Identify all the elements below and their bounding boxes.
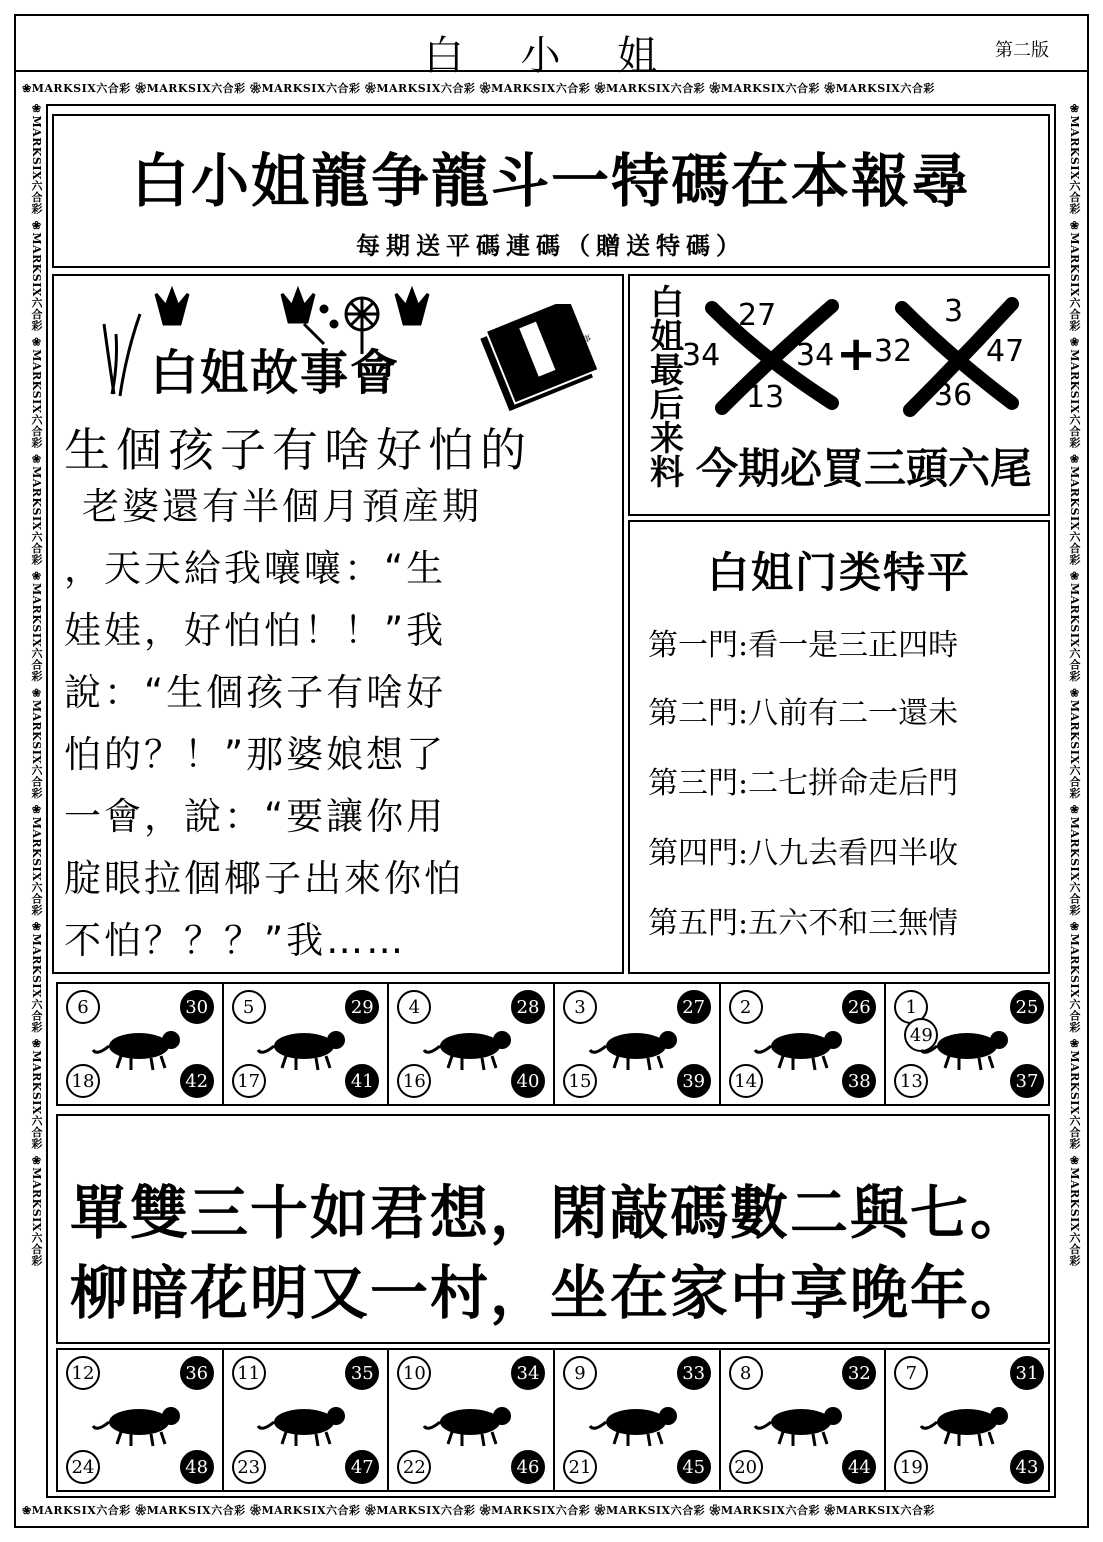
- zodiac-number: 29: [345, 990, 379, 1024]
- story-line: 說：“生個孩子有啥好: [64, 671, 447, 714]
- book-label: 白姐故事: [559, 333, 593, 354]
- zodiac-number: 5: [232, 990, 266, 1024]
- zodiac-cell-rat: [58, 984, 224, 1104]
- zodiac-number: 34: [511, 1356, 545, 1390]
- door-heading: 白姐门类特平: [706, 548, 971, 597]
- ox-icon: [256, 1016, 356, 1072]
- marksix-band-right: ❀MARKSIX六合彩 ❀MARKSIX六合彩 ❀MARKSIX六合彩 ❀MARKSIX六合彩 ❀MARKSIX六合彩 ❀MARKSIX六合彩 ❀MARKSIX六合彩 ❀MARKSIX六合彩 ❀MARKSIX六合彩 ❀MARKSIX六合彩: [1068, 102, 1081, 1267]
- zodiac-cell-dragon: [721, 984, 887, 1104]
- door-text: :看一是三正四時: [738, 628, 959, 663]
- zodiac-number: 39: [677, 1064, 711, 1098]
- zodiac-number: 9: [563, 1356, 597, 1390]
- zodiac-cell-rabbit: [555, 984, 721, 1104]
- door-row: [648, 898, 1048, 942]
- zodiac-number: 4: [397, 990, 431, 1024]
- dog-icon: [753, 1392, 853, 1448]
- headline-box: [52, 114, 1050, 268]
- story-title: 生個孩子有啥好怕的: [64, 423, 532, 477]
- zodiac-number: 1: [894, 990, 928, 1024]
- story-line: 娃娃，好怕怕！！”我: [64, 609, 447, 652]
- zodiac-number: 7: [894, 1356, 928, 1390]
- door-label: 第三門: [648, 766, 738, 801]
- zodiac-number: 11: [232, 1356, 266, 1390]
- door-row: [648, 688, 1048, 732]
- book-icon: [472, 304, 602, 414]
- buy-tip: 今期必買三頭六尾: [696, 444, 1033, 493]
- zodiac-number: 24: [66, 1450, 100, 1484]
- zodiac-number: 14: [729, 1064, 763, 1098]
- zodiac-number: 37: [1010, 1064, 1044, 1098]
- zodiac-number: 42: [180, 1064, 214, 1098]
- zodiac-row-top: [56, 982, 1050, 1106]
- latest-label: 白姐最后来料: [650, 283, 684, 493]
- zodiac-cell-ox: [224, 984, 390, 1104]
- zodiac-number: 43: [1010, 1450, 1044, 1484]
- tiger-icon: [422, 1016, 522, 1072]
- story-line: ，天天給我嚷嚷：“生: [64, 547, 447, 590]
- zodiac-cell-dog: [721, 1350, 887, 1490]
- door-text: :五六不和三無情: [738, 906, 959, 941]
- zodiac-cell-horse: [58, 1350, 224, 1490]
- door-label: 第五門: [648, 906, 738, 941]
- zodiac-number: 6: [66, 990, 100, 1024]
- door-text: :二七拼命走后門: [738, 766, 959, 801]
- door-label: 第一門: [648, 628, 738, 663]
- zodiac-cell-snake: [886, 984, 1052, 1104]
- zodiac-number: 36: [180, 1356, 214, 1390]
- zodiac-number: 46: [511, 1450, 545, 1484]
- zodiac-cell-monkey: [389, 1350, 555, 1490]
- zodiac-number: 23: [232, 1450, 266, 1484]
- headline: 白小姐龍争龍斗一特碼在本報尋: [130, 147, 971, 215]
- zodiac-number: 40: [511, 1064, 545, 1098]
- poem-line-1: 單雙三十如君想，閑敲碼數二與七。: [70, 1179, 1031, 1247]
- marksix-band-bottom: ❀MARKSIX六合彩 ❀MARKSIX六合彩 ❀MARKSIX六合彩 ❀MARKSIX六合彩 ❀MARKSIX六合彩 ❀MARKSIX六合彩 ❀MARKSIX六合彩 ❀MARKSIX六合彩: [22, 1504, 935, 1517]
- story-line: 腚眼拉個椰子出來你怕: [64, 857, 464, 900]
- marksix-band-top: ❀MARKSIX六合彩 ❀MARKSIX六合彩 ❀MARKSIX六合彩 ❀MARKSIX六合彩 ❀MARKSIX六合彩 ❀MARKSIX六合彩 ❀MARKSIX六合彩 ❀MARKSIX六合彩: [22, 82, 935, 95]
- zodiac-number: 45: [677, 1450, 711, 1484]
- cross-left-right: 34: [796, 338, 835, 373]
- zodiac-number: 21: [563, 1450, 597, 1484]
- zodiac-number: 28: [511, 990, 545, 1024]
- zodiac-row-bottom: [56, 1348, 1050, 1492]
- story-line: 怕的？！”那婆娘想了: [64, 733, 447, 776]
- door-box: [628, 520, 1050, 974]
- edition-label: 第二版: [995, 40, 1049, 61]
- horse-icon: [91, 1392, 191, 1448]
- story-heading: 白姐故事會: [150, 345, 401, 401]
- cross-right-top: 3: [944, 294, 964, 329]
- door-text: :八九去看四半收: [738, 836, 959, 871]
- door-label: 第四門: [648, 836, 738, 871]
- marksix-band-left: ❀MARKSIX六合彩 ❀MARKSIX六合彩 ❀MARKSIX六合彩 ❀MARKSIX六合彩 ❀MARKSIX六合彩 ❀MARKSIX六合彩 ❀MARKSIX六合彩 ❀MARKSIX六合彩 ❀MARKSIX六合彩 ❀MARKSIX六合彩: [30, 102, 43, 1267]
- zodiac-number: 38: [842, 1064, 876, 1098]
- zodiac-number: 27: [677, 990, 711, 1024]
- zodiac-number: 33: [677, 1356, 711, 1390]
- poem-box: [56, 1114, 1050, 1344]
- zodiac-number: 26: [842, 990, 876, 1024]
- zodiac-number: 2: [729, 990, 763, 1024]
- cross-left-left: 34: [682, 338, 721, 373]
- story-line: 不怕？？？”我……: [64, 919, 407, 962]
- dragon-icon: [753, 1016, 853, 1072]
- zodiac-number: 30: [180, 990, 214, 1024]
- zodiac-number: 19: [894, 1450, 928, 1484]
- zodiac-number: 44: [842, 1450, 876, 1484]
- zodiac-number: 25: [1010, 990, 1044, 1024]
- pig-icon: [919, 1392, 1019, 1448]
- story-line: 一會，說：“要讓你用: [64, 795, 447, 838]
- zodiac-number: 8: [729, 1356, 763, 1390]
- plus-sign: +: [836, 326, 877, 382]
- story-body: [64, 476, 616, 972]
- zodiac-number: 17: [232, 1064, 266, 1098]
- cross-left-top: 27: [738, 298, 777, 333]
- door-text: :八前有二一還未: [738, 696, 959, 731]
- zodiac-number: 18: [66, 1064, 100, 1098]
- cross-right-bottom: 36: [934, 378, 973, 413]
- poem-line-2: 柳暗花明又一村，坐在家中享晚年。: [70, 1259, 1031, 1327]
- cross-left-bottom: 13: [746, 380, 785, 415]
- monkey-icon: [422, 1392, 522, 1448]
- latest-box: [628, 274, 1050, 516]
- rabbit-icon: [588, 1016, 688, 1072]
- zodiac-number: 32: [842, 1356, 876, 1390]
- story-box: [52, 274, 624, 974]
- page-title: 白 小 姐: [423, 33, 680, 79]
- zodiac-number: 3: [563, 990, 597, 1024]
- door-label: 第二門: [648, 696, 738, 731]
- subheadline: 每期送平碼連碼（贈送特碼）: [356, 232, 746, 260]
- zodiac-cell-goat: [224, 1350, 390, 1490]
- cross-right-right: 47: [986, 334, 1025, 369]
- zodiac-number: 16: [397, 1064, 431, 1098]
- zodiac-number: 31: [1010, 1356, 1044, 1390]
- zodiac-number-extra: 49: [904, 1018, 938, 1052]
- page-header: [16, 16, 1087, 79]
- zodiac-number: 12: [66, 1356, 100, 1390]
- rat-icon: [91, 1016, 191, 1072]
- zodiac-number: 10: [397, 1356, 431, 1390]
- story-line: 老婆還有半個月預産期: [82, 485, 482, 528]
- door-row: [648, 620, 1048, 664]
- door-row: [648, 828, 1048, 872]
- door-row: [648, 758, 1048, 802]
- zodiac-cell-pig: [886, 1350, 1052, 1490]
- zodiac-number: 20: [729, 1450, 763, 1484]
- zodiac-number: 41: [345, 1064, 379, 1098]
- zodiac-number: 35: [345, 1356, 379, 1390]
- snake-icon: [919, 1016, 1019, 1072]
- zodiac-number: 47: [345, 1450, 379, 1484]
- zodiac-number: 22: [397, 1450, 431, 1484]
- cross-right-left: 32: [874, 334, 913, 369]
- zodiac-number: 15: [563, 1064, 597, 1098]
- zodiac-cell-rooster: [555, 1350, 721, 1490]
- goat-icon: [256, 1392, 356, 1448]
- zodiac-number: 48: [180, 1450, 214, 1484]
- zodiac-number: 13: [894, 1064, 928, 1098]
- zodiac-cell-tiger: [389, 984, 555, 1104]
- rooster-icon: [588, 1392, 688, 1448]
